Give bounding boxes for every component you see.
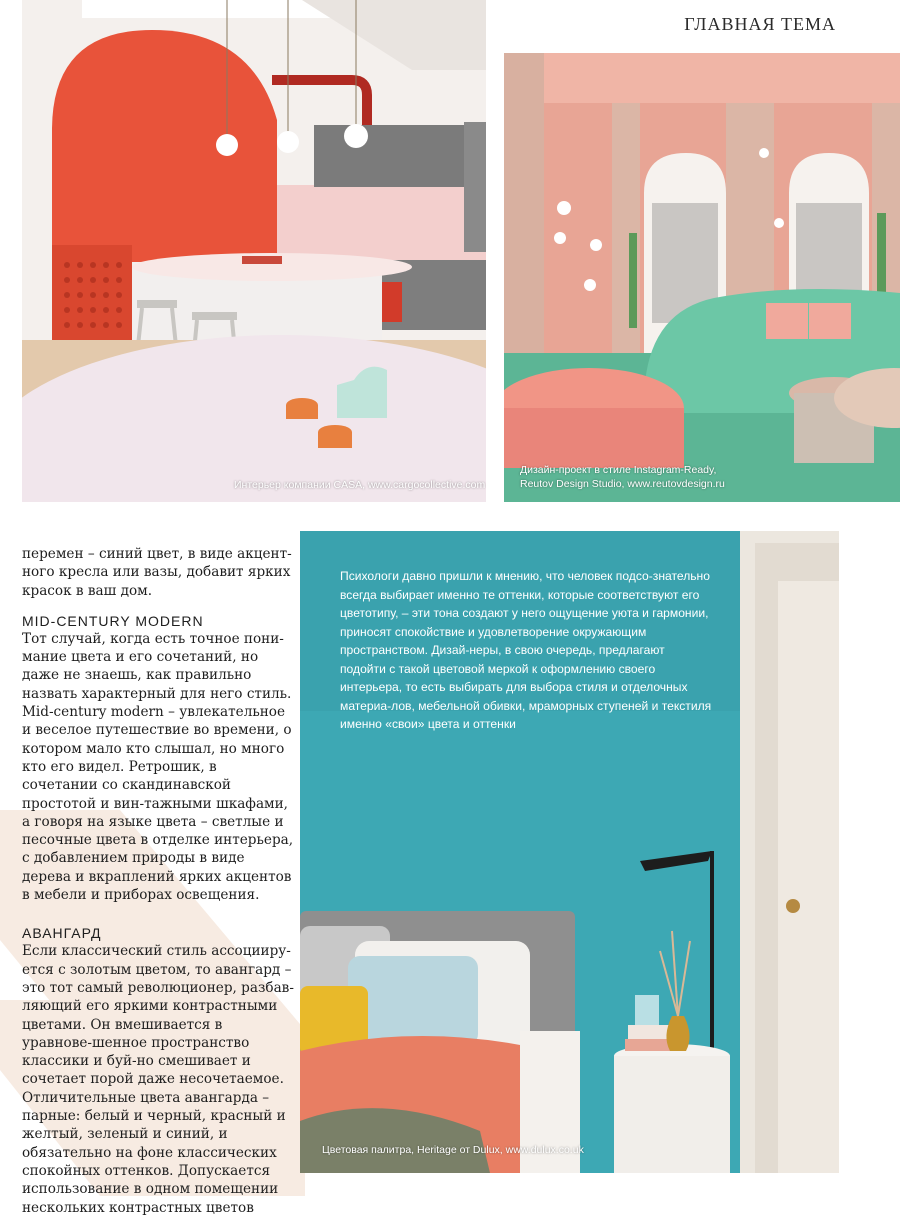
photo-casa-kitchen [22, 0, 486, 502]
kitchen-illustration [22, 0, 486, 502]
living-room-illustration [504, 53, 900, 502]
heading-midcentury: MID-CENTURY MODERN [22, 612, 204, 629]
photo-pink-living-room [504, 53, 900, 502]
photo-caption [520, 463, 725, 491]
article-column [22, 545, 294, 1217]
heading-avantgarde: АВАНГАРД [22, 925, 102, 942]
paragraph-avantgarde: Если классический стиль ассоцииру-ется с золотым цветом, то авангард – это тот самый революционер, разбав-ляющий его яркими контрастными цветами. Он вмешивается в уравнове-шенное пространство классики и буй-но смешивает и сочетает порой даже несочетаемое. Отличительные цвета авангарда – парные: белый и черный, красный и желтый, зеленый и синий, и обязательно на фоне классических спокойных оттенков. Допускается использование в одном помещении нескольких контрастных цветов [22, 943, 294, 1216]
photo-caption: Цветовая палитра, Heritage от Dulux, www.dulux.co.uk [322, 1144, 584, 1156]
caption-line-2: Reutov Design Studio, www.reutovdesign.ru [520, 478, 725, 490]
article-intro: перемен – синий цвет, в виде акцент-ного кресла или вазы, добавит ярких красок в ваш дом. [22, 546, 292, 599]
photo-caption: Интерьер компании CASA, www.cargocollective.com [234, 479, 486, 491]
section-label: ГЛАВНАЯ ТЕМА [684, 14, 836, 34]
pull-quote: Психологи давно пришли к мнению, что человек подсо-знательно всегда выбирает именно те оттенки, которые соответствуют его цветотипу, – эти тона создают у него ощущение уюта и гармонии, приносят спокойствие и удовлетворение окружающим пространством. Дизай-неры, в свою очередь, предлагают подойти с такой цветовой меркой к оформлению своего интерьера, то есть выбирать для выбора стиля и отделочных материа-лов, мебельной обивки, мраморных ступеней и текстиля именно «свои» цвета и оттенки [340, 569, 712, 731]
paragraph-midcentury: Тот случай, когда есть точное пони-мание цвета и его сочетаний, но даже не знаешь, как правильно назвать характерный для него стиль. Mid-century modern – увлекательное и веселое путешествие во времени, о котором мало кто слышал, но много кто его видел. Ретрошик, в сочетании со скандинавской простотой и вин-тажными шкафами, а говоря на языке цвета – светлые и песочные цвета в отделке интерьера, с добавлением природы в виде дерева и вкраплений ярких акцентов в мебели и приборах освещения. [22, 630, 294, 904]
caption-line-1: Дизайн-проект в стиле Instagram-Ready, [520, 464, 717, 476]
